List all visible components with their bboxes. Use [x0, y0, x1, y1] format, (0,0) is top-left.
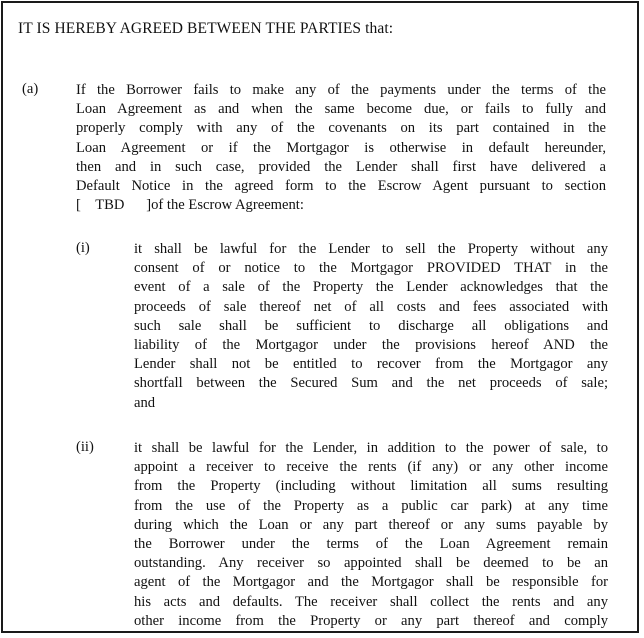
clause-ii-line: from the use of the Property as a public car park) at any time: [134, 497, 608, 514]
clause-a-text: [76, 81, 606, 215]
clause-a-label: (a): [22, 81, 39, 97]
clause-a-line: [ TBD ]of the Escrow Agreement:: [76, 197, 304, 214]
clause-ii-line: agent of the Mortgagor and the Mortgagor shall be responsible for: [134, 574, 608, 591]
clause-ii-line: appoint a receiver to receive the rents (if any) or any other income: [134, 459, 608, 476]
clause-a-line: If the Borrower fails to make any of the payments under the terms of the: [76, 82, 606, 98]
clause-a-line: properly comply with any of the covenants on its part contained in the: [76, 120, 606, 137]
clause-i-line: proceeds of sale thereof net of all costs and fees associated with: [134, 298, 608, 315]
clause-i-text: [134, 240, 608, 413]
clause-ii-line: other income from the Property or any part thereof and comply: [134, 612, 608, 629]
clause-ii-text: [134, 439, 608, 631]
clause-i-line: event of a sale of the Property the Lender acknowledges that the: [134, 279, 608, 296]
clause-a-line: Loan Agreement or if the Mortgagor is otherwise in default hereunder,: [76, 139, 606, 156]
clause-ii-line: outstanding. Any receiver so appointed shall be deemed to be an: [134, 555, 608, 572]
clause-i-line: shortfall between the Secured Sum and the net proceeds of sale;: [134, 375, 608, 392]
clause-ii-line: from the Property (including without limitation all sums resulting: [134, 478, 608, 495]
clause-ii-line: his acts and defaults. The receiver shall collect the rents and any: [134, 593, 608, 610]
clause-i-line: it shall be lawful for the Lender to sell the Property without any: [134, 241, 608, 257]
clause-i-line: liability of the Mortgagor under the provisions hereof AND the: [134, 337, 608, 354]
clause-ii-line: the Borrower under the terms of the Loan Agreement remain: [134, 536, 608, 553]
document-heading: IT IS HEREBY AGREED BETWEEN THE PARTIES that:: [18, 20, 394, 37]
clause-i-line: Lender shall not be entitled to recover from the Mortgagor any: [134, 356, 608, 373]
document-page: [1, 1, 639, 633]
clause-i-line: consent of or notice to the Mortgagor PROVIDED THAT in the: [134, 260, 608, 277]
clause-i-line: and: [134, 394, 156, 411]
clause-a-line: Default Notice in the agreed form to the Escrow Agent pursuant to section: [76, 178, 606, 195]
clause-ii-line: it shall be lawful for the Lender, in addition to the power of sale, to: [134, 440, 608, 456]
clause-a-line: Loan Agreement as and when the same become due, or fails to fully and: [76, 101, 606, 118]
clause-i-line: such sale shall be sufficient to discharge all obligations and: [134, 317, 608, 334]
clause-a-line: then and in such case, provided the Lender shall first have delivered a: [76, 158, 606, 175]
clause-i-label: (i): [76, 240, 90, 256]
clause-ii-label: (ii): [76, 439, 94, 455]
clause-ii-line: during which the Loan or any part thereof or any sums payable by: [134, 516, 608, 533]
